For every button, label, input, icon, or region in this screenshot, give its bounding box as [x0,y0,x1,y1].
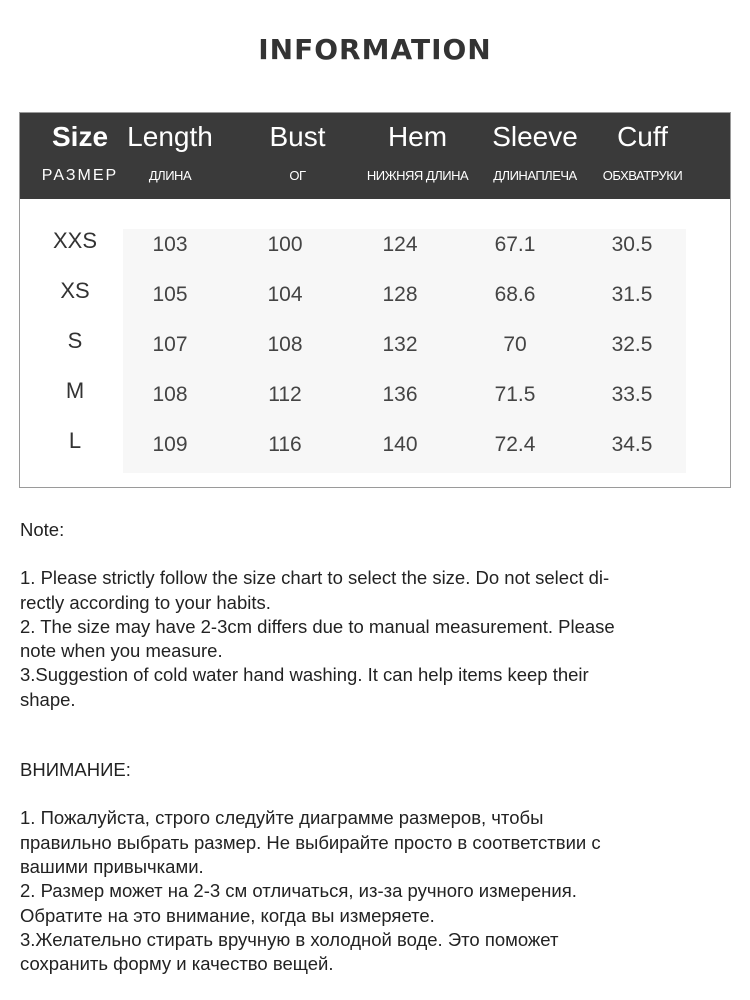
length-cell: 109 [152,433,188,456]
header-size-en: Size [51,121,109,152]
header-length-ru: ДЛИНА [148,168,192,183]
spacer [20,782,730,806]
header-length-en: Length [127,121,213,152]
sleeve-cell: 67.1 [494,233,536,256]
table-header [20,113,730,199]
note-heading-ru: ВНИМАНИЕ: [20,759,131,781]
length-cell: 105 [152,283,188,306]
sleeve-cell: 72.4 [494,433,536,456]
note-line: 1. Please strictly follow the size chart to select the size. Do not select di- [20,567,610,589]
table-row [20,328,730,373]
cuff-cell: 32.5 [611,333,653,356]
hem-cell: 124 [382,233,418,256]
header-hem-en: Hem [387,121,448,152]
size-cell: S [67,328,83,353]
note-line-ru: сохранить форму и качество вещей. [20,953,334,975]
bust-cell: 112 [268,383,302,406]
bust-cell: 104 [267,283,303,306]
spacer [20,712,730,758]
cuff-cell: 33.5 [611,383,653,406]
header-cuff [590,113,695,199]
header-bust-en: Bust [269,121,326,152]
note-line-ru: 1. Пожалуйста, строго следуйте диаграмме размеров, чтобы [20,807,544,829]
size-cell: M [65,378,85,403]
note-heading-en: Note: [20,519,65,540]
header-hem-ru: НИЖНЯЯ ДЛИНА [366,168,469,183]
hem-cell: 128 [382,283,418,306]
header-sleeve [480,113,590,199]
note-line: rectly according to your habits. [20,591,271,613]
size-chart-table [19,112,731,488]
size-cell: L [68,428,82,453]
spacer [20,542,730,566]
notes-section [20,518,730,976]
sleeve-cell: 71.5 [494,383,536,406]
note-line-ru: 2. Размер может на 2-3 см отличаться, из-за ручного измерения. [20,880,577,902]
hem-cell: 136 [382,383,418,406]
note-line: shape. [20,688,76,710]
header-sleeve-ru: ДЛИНАПЛЕЧА [493,168,577,183]
header-cuff-en: Cuff [617,121,668,152]
table-row [20,228,730,273]
note-line-ru: вашими привычками. [20,855,204,877]
bust-cell: 100 [267,233,303,256]
table-row [20,428,730,473]
size-cell: XXS [52,228,98,253]
note-line: note when you measure. [20,640,223,662]
note-line-ru: правильно выбрать размер. Не выбирайте просто в соответствии с [20,831,601,853]
bust-cell: 116 [268,433,302,456]
note-line: 3.Suggestion of cold water hand washing. It can help items keep their [20,664,589,686]
note-line: 2. The size may have 2-3cm differs due to manual measurement. Please [20,615,615,637]
header-bust-ru: ОГ [289,168,306,183]
table-row [20,378,730,423]
cuff-cell: 31.5 [611,283,653,306]
header-cuff-ru: ОБХВАТРУКИ [602,168,683,183]
size-cell: XS [60,278,90,303]
header-bust [245,113,350,199]
bust-cell: 108 [267,333,303,356]
header-length [120,113,220,199]
header-sleeve-en: Sleeve [492,121,578,152]
sleeve-cell: 68.6 [494,283,536,306]
length-cell: 108 [152,383,188,406]
note-line-ru: 3.Желательно стирать вручную в холодной воде. Это поможет [20,928,559,950]
header-hem [360,113,475,199]
length-cell: 107 [152,333,188,356]
page-title: INFORMATION [258,33,492,66]
cuff-cell: 30.5 [611,233,653,256]
hem-cell: 140 [382,433,418,456]
cuff-cell: 34.5 [611,433,653,456]
note-line-ru: Обратите на это внимание, когда вы измеряете. [20,904,435,926]
table-row [20,278,730,323]
length-cell: 103 [152,233,188,256]
hem-cell: 132 [382,333,418,356]
sleeve-cell: 70 [503,333,527,356]
header-size-ru: РАЗМЕР [41,167,119,184]
